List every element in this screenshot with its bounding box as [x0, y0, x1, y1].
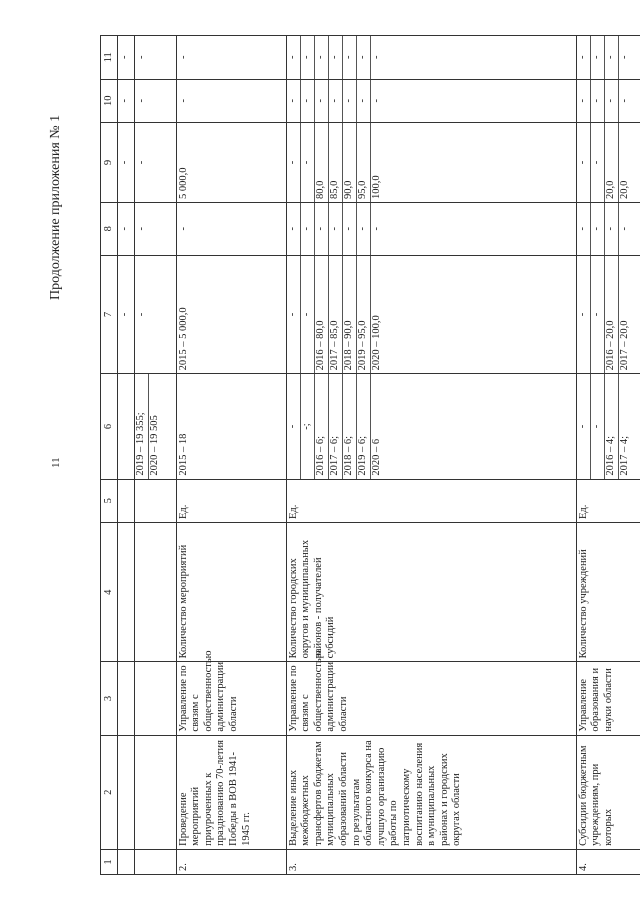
executor: Управление по связям с общественностью администрации области [176, 662, 286, 735]
cell-line: 2017 – 85,0 [329, 256, 343, 374]
cell-line: 20,0 [605, 123, 619, 202]
funding-total: 2015 – 5 000,0 [176, 255, 286, 374]
header-col-5: 5 [101, 479, 118, 522]
cell-line: - [287, 36, 301, 79]
table-cell [576, 79, 640, 122]
table-cell: - [176, 202, 286, 255]
indicator-values [576, 374, 640, 479]
cell-line: 20,0 [618, 180, 630, 199]
cell-line: - [618, 227, 630, 231]
cell-line: 2017 – 20,0 [618, 320, 630, 371]
table-cell [118, 522, 135, 661]
table-cell [576, 36, 640, 80]
program-table [100, 35, 640, 875]
executor: Управление образования и науки области [576, 662, 640, 735]
cell-line: - [591, 80, 605, 122]
funding-values [286, 255, 576, 374]
cell-line: 2019 – 95,0 [357, 256, 371, 374]
cell-line: - [370, 99, 382, 103]
cell-line: - [577, 374, 591, 478]
cell-line: - [577, 123, 591, 202]
cell-line: - [315, 203, 329, 255]
table-cell [135, 849, 177, 874]
header-col-9: 9 [101, 122, 118, 202]
cell-line: 80,0 [315, 123, 329, 202]
cell-line: - [618, 99, 630, 103]
table-cell [118, 849, 135, 874]
cell-line: 100,0 [370, 175, 382, 199]
cell-line: - [591, 256, 605, 374]
rotated-table-container [100, 35, 640, 875]
cell-line: - [577, 203, 591, 255]
page-heading: Продолжение приложения № 1 [48, 114, 63, 300]
cell-line: 2016 – 4; [605, 374, 619, 478]
cell-line: 2016 – 80,0 [315, 256, 329, 374]
table-row-continuation [135, 36, 177, 875]
cell-line: - [315, 80, 329, 122]
table-cell [135, 662, 177, 735]
cell-line: - [591, 203, 605, 255]
cell-line: - [577, 256, 591, 374]
cell-line: - [287, 374, 301, 478]
table-cell [118, 662, 135, 735]
table-cell: 5 000,0 [176, 122, 286, 202]
table-cell [286, 36, 576, 80]
cell-line: 2016 – 6; [315, 374, 329, 478]
header-col-6: 6 [101, 374, 118, 479]
table-cell [135, 479, 177, 522]
cell-line: - [591, 36, 605, 79]
cell-line: - [301, 80, 315, 122]
cell-line: - [329, 203, 343, 255]
cell-line: - [287, 80, 301, 122]
cell-line: - [301, 203, 315, 255]
cell-line: - [370, 227, 382, 231]
table-cell [576, 202, 640, 255]
cell-line: - [357, 203, 371, 255]
cell-line: 2020 – 6 [370, 438, 382, 476]
measure-name: Выделение иных межбюджетных трансфертов бюджетам муниципальных образований области по результатам областного конкурса на лучшую организацию работы по патриотическому воспитанию населения в муниципальных районах и городских округах области [286, 735, 576, 849]
header-col-11: 11 [101, 36, 118, 80]
table-cell [135, 735, 177, 849]
cell-line: 95,0 [357, 123, 371, 202]
cell-line: - [287, 203, 301, 255]
cell-line: - [329, 80, 343, 122]
cell-line: 2017 – 4; [618, 435, 630, 476]
table-cell: - [118, 202, 135, 255]
cell-line: - [357, 36, 371, 79]
executor: Управление по связям с общественностью администрации области [286, 662, 576, 735]
unit: Ед. [576, 479, 640, 522]
indicator-values [286, 374, 576, 479]
header-col-1: 1 [101, 849, 118, 874]
cell-line: 2020 – 19 505 [149, 415, 160, 476]
indicator: Количество учреждений [576, 522, 640, 661]
table-cell [135, 522, 177, 661]
cell-line: - [287, 256, 301, 374]
header-col-10: 10 [101, 79, 118, 122]
table-cell [576, 122, 640, 202]
table-cell: - [176, 79, 286, 122]
cell-line: - [329, 36, 343, 79]
cell-line: - [301, 256, 315, 374]
table-cell: - [135, 255, 177, 374]
cell-line: - [370, 55, 382, 60]
header-col-2: 2 [101, 735, 118, 849]
cell-line: 2018 – 6; [343, 374, 357, 478]
row-number: 3. [286, 849, 576, 874]
table-row-dashes [118, 36, 135, 875]
page-number: 11 [50, 457, 62, 468]
cell-line: - [301, 36, 315, 79]
cell-line: - [343, 36, 357, 79]
table-cell [118, 374, 135, 479]
cell-line: - [605, 203, 619, 255]
cell-line: - [343, 80, 357, 122]
table-cell [118, 735, 135, 849]
table-row-2 [176, 36, 286, 875]
indicator: Количество городских округов и муниципальных районов - получателей субсидий [286, 522, 576, 661]
table-cell: - [135, 79, 177, 122]
measure-name: Субсидии бюджетным учреждениям, при которых [576, 735, 640, 849]
header-col-3: 3 [101, 662, 118, 735]
cell-line: - [605, 36, 619, 79]
table-cell: - [118, 36, 135, 80]
cell-line: - [577, 36, 591, 79]
table-cell: - [118, 122, 135, 202]
cell-line: 2018 – 90,0 [343, 256, 357, 374]
table-cell [135, 374, 177, 479]
table-cell: - [118, 79, 135, 122]
measure-name: Проведение мероприятий приуроченных к празднованию 70-летия Победы в ВОВ 1941-1945 гг. [176, 735, 286, 849]
table-cell [286, 202, 576, 255]
table-row-3 [286, 36, 576, 875]
unit: Ед. [176, 479, 286, 522]
row-number: 2. [176, 849, 286, 874]
header-number-row [101, 36, 118, 875]
cell-line: 85,0 [329, 123, 343, 202]
header-col-8: 8 [101, 202, 118, 255]
cell-line: 2017 – 6; [329, 374, 343, 478]
table-row-4 [576, 36, 640, 875]
table-cell: - [135, 202, 177, 255]
cell-line: - [315, 36, 329, 79]
header-col-7: 7 [101, 255, 118, 374]
cell-line: 2020 – 100,0 [370, 315, 382, 371]
cell-line: - [591, 123, 605, 202]
cell-line: - [301, 123, 315, 202]
cell-line: - [577, 80, 591, 122]
table-cell: - [135, 36, 177, 80]
indicator: Количество мероприятий [176, 522, 286, 661]
cell-line: - [605, 80, 619, 122]
cell-line: - [618, 55, 630, 60]
cell-line: - [591, 374, 605, 478]
cell-line: 90,0 [343, 123, 357, 202]
cell-line: 2016 – 20,0 [605, 256, 619, 374]
table-cell [286, 122, 576, 202]
cell-line: -; [301, 374, 315, 478]
cell-line: 2019 – 6; [357, 374, 371, 478]
row-number: 4. [576, 849, 640, 874]
cell-line: 2019 – 19 355; [135, 374, 149, 478]
table-cell: - [118, 255, 135, 374]
cell-line: - [357, 80, 371, 122]
unit: Ед. [286, 479, 576, 522]
cell-line: - [287, 123, 301, 202]
funding-values [576, 255, 640, 374]
indicator-value: 2015 – 18 [176, 374, 286, 479]
header-col-4: 4 [101, 522, 118, 661]
cell-line: - [343, 203, 357, 255]
table-cell: - [135, 122, 177, 202]
table-cell: - [176, 36, 286, 80]
table-cell [286, 79, 576, 122]
table-cell [118, 479, 135, 522]
